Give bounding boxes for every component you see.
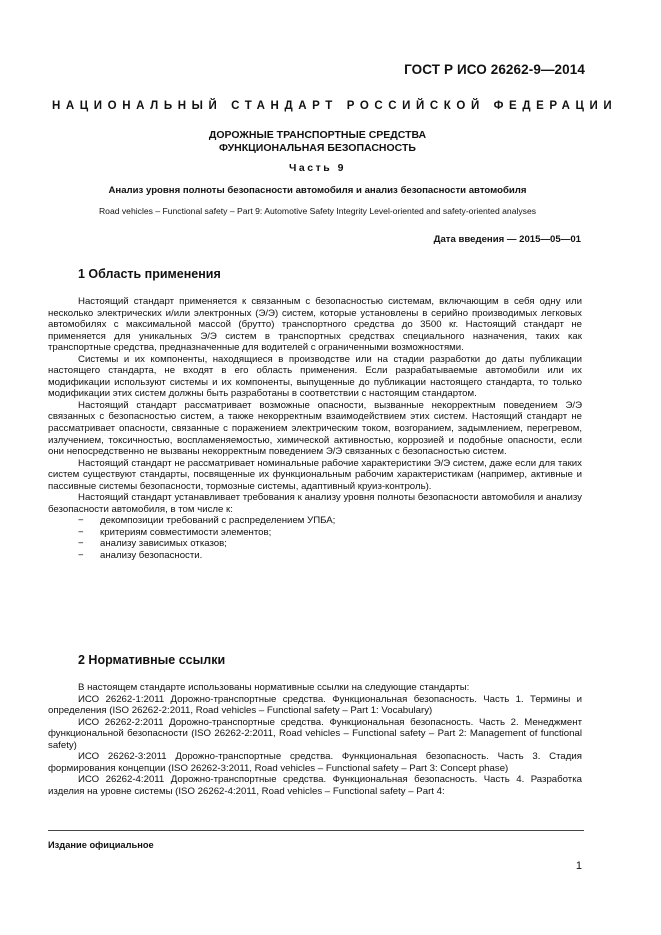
list-item-text: анализу зависимых отказов; (100, 538, 227, 550)
title-line-2: ФУНКЦИОНАЛЬНАЯ БЕЗОПАСНОСТЬ (219, 142, 416, 154)
paragraph: В настоящем стандарте использованы нормативные ссылки на следующие стандарты: (78, 682, 470, 693)
footer-divider (48, 830, 584, 831)
edition-label: Издание официальное (48, 840, 154, 850)
list-item-text: анализу безопасности. (100, 550, 203, 562)
reference-entry: ИСО 26262-3:2011 Дорожно-транспортные средства. Функциональная безопасность. Часть 3. Стадия формирования концепции (ISO 26262-3:2011, Road vehicles – Functional safety – Part 3: Concept phase) (48, 751, 582, 774)
section-heading-scope: 1 Область применения (78, 267, 221, 281)
list-dash: − (78, 538, 84, 550)
paragraph: Настоящий стандарт устанавливает требования к анализу уровня полноты безопасности автомобиля и анализу безопасности автомобиля, в том числе к: (48, 492, 582, 515)
list-item (48, 515, 582, 527)
section-references-body (48, 682, 582, 797)
list-item-text: декомпозиции требований с распределением УПБА; (100, 515, 336, 527)
subtitle-russian: Анализ уровня полноты безопасности автомобиля и анализ безопасности автомобиля (108, 185, 527, 196)
document-code: ГОСТ Р ИСО 26262-9—2014 (404, 62, 585, 77)
list-item (48, 538, 582, 550)
paragraph: Настоящий стандарт рассматривает возможные опасности, вызванные некорректным поведением Э/Э связанных с безопасностью систем, а также некорректным взаимодействием этих систем. Настоящий стандарт не рассматривает опасности, связанные с поражением электрическим током, возгоранием, задымлением, перегревом, излучением, токсичностью, воспламеняемостью, химической активностью, коррозией и подобные опасности, если они непосредственно не вызваны некорректным поведением Э/Э связанных с безопасностью систем. (48, 399, 582, 458)
list-dash: − (78, 550, 84, 562)
section-heading-references: 2 Нормативные ссылки (78, 653, 226, 667)
title-line-1: ДОРОЖНЫЕ ТРАНСПОРТНЫЕ СРЕДСТВА (208, 129, 427, 141)
national-standard-banner: НАЦИОНАЛЬНЫЙ СТАНДАРТ РОССИЙСКОЙ ФЕДЕРАЦИИ (52, 100, 618, 112)
introduction-date: Дата введения — 2015—05—01 (433, 234, 581, 245)
part-label: Часть 9 (289, 162, 346, 174)
list-item (48, 527, 582, 539)
section-scope (48, 266, 582, 562)
paragraph: Системы и их компоненты, находящиеся в производстве или на стадии разработки до даты публикации настоящего стандарта, не входят в его область применения. Если разрабатываемые автомобили или их модификации используют системы и их компоненты, выпущенные до публикации настоящего стандарта, то только модификации этих систем должны быть разработаны в соответствии с настоящим стандартом. (48, 353, 582, 400)
list-dash: − (78, 526, 84, 538)
paragraph: Настоящий стандарт применяется к связанным с безопасностью системам, включающим в себя одну или несколько электрических и/или электронных (Э/Э) систем, которые установлены в серийно производимых легковых автомобилях с максимальной массой (брутто) транспортного средства до 3500 кг. Настоящий стандарт не применяется для уникальных Э/Э систем в транспортных средствах специального назначения, таких как транспортные средства, предназначенные для водителей с ограниченными возможностями. (48, 296, 582, 354)
section-scope-body (48, 296, 582, 562)
paragraph: Настоящий стандарт не рассматривает номинальные рабочие характеристики Э/Э систем, даже если для таких систем существуют стандарты, посвященные их функциональным рабочим характеристикам (например, активные и пассивные системы безопасности, тормозные системы, адаптивный круиз-контроль). (48, 457, 582, 492)
page-number: 1 (575, 860, 582, 872)
subtitle-english: Road vehicles – Functional safety – Part 9: Automotive Safety Integrity Level-oriented and safety-oriented analyses (98, 206, 537, 216)
list-item-text: критериям совместимости элементов; (100, 526, 272, 538)
requirements-list (48, 515, 582, 561)
list-dash: − (78, 515, 84, 527)
reference-entry: ИСО 26262-4:2011 Дорожно-транспортные средства. Функциональная безопасность. Часть 4. Разработка изделия на уровне системы (ISO 26262-4:2011, Road vehicles – Functional safety – Part 4: (48, 774, 582, 797)
reference-entry: ИСО 26262-1:2011 Дорожно-транспортные средства. Функциональная безопасность. Часть 1. Термины и определения (ISO 26262-2:2011, Road vehicles – Functional safety – Part 1: Vocabulary) (48, 693, 582, 717)
title-block (52, 129, 583, 217)
section-normative-references (48, 652, 582, 797)
reference-entry: ИСО 26262-2:2011 Дорожно-транспортные средства. Функциональная безопасность. Часть 2. Менеджмент функциональной безопасности (ISO 26262-2:2011, Road vehicles – Functional safety – Part 2: Management of functional safety) (48, 716, 582, 751)
list-item (48, 550, 582, 562)
